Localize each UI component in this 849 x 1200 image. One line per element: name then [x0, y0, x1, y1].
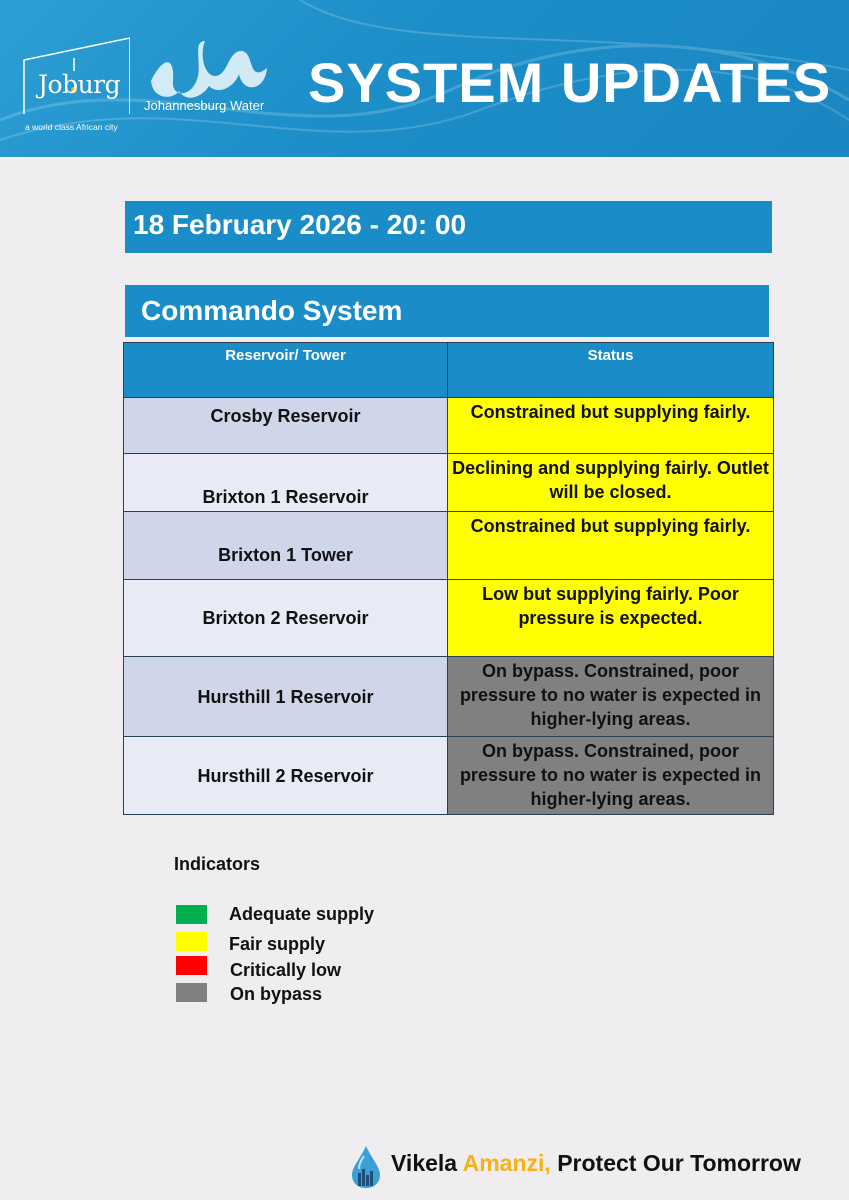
column-header-status: Status — [448, 343, 774, 398]
johannesburg-water-name: Johannesburg Water — [144, 98, 265, 113]
table-row — [124, 580, 774, 657]
reservoir-name: Crosby Reservoir — [124, 398, 448, 454]
status-cell: Constrained but supplying fairly. — [448, 398, 774, 454]
reservoir-name: Brixton 2 Reservoir — [124, 580, 448, 657]
system-name-bar: Commando System — [125, 285, 769, 337]
joburg-logo-text: Joburg — [38, 70, 121, 99]
table-header-row — [124, 343, 774, 398]
indicators-title: Indicators — [174, 854, 261, 874]
fair-supply-label: Fair supply — [229, 934, 326, 954]
status-cell: On bypass. Constrained, poor pressure to no water is expected in higher-lying areas. — [448, 657, 774, 737]
reservoir-name: Hursthill 2 Reservoir — [124, 737, 448, 815]
status-cell: Low but supplying fairly. Poor pressure is expected. — [448, 580, 774, 657]
johannesburg-water-logo-icon — [143, 36, 273, 106]
on-bypass-swatch — [176, 983, 207, 1002]
critically-low-swatch — [176, 956, 207, 975]
reservoir-name: Hursthill 1 Reservoir — [124, 657, 448, 737]
page-title: SYSTEM UPDATES — [308, 51, 832, 114]
status-cell: Declining and supplying fairly. Outlet will be closed. — [448, 454, 774, 512]
critically-low-label: Critically low — [230, 960, 342, 980]
table-row — [124, 398, 774, 454]
adequate-supply-swatch — [176, 905, 207, 924]
reservoir-name: Brixton 1 Reservoir — [124, 454, 448, 512]
header-banner — [0, 0, 849, 157]
table-row — [124, 512, 774, 580]
table-row — [124, 737, 774, 815]
water-drop-icon — [350, 1145, 382, 1189]
slogan-text — [391, 1150, 801, 1177]
slogan-part-protect: Protect Our Tomorrow — [550, 1150, 801, 1176]
tagline: a world class African city — [25, 122, 118, 132]
fair-supply-swatch — [176, 932, 207, 951]
adequate-supply-label: Adequate supply — [229, 904, 375, 924]
column-header-reservoir: Reservoir/ Tower — [124, 343, 448, 398]
reservoir-name: Brixton 1 Tower — [124, 512, 448, 580]
status-cell: On bypass. Constrained, poor pressure to no water is expected in higher-lying areas. — [448, 737, 774, 815]
on-bypass-label: On bypass — [230, 984, 323, 1004]
table-row — [124, 657, 774, 737]
status-table — [123, 342, 774, 815]
slogan-part-vikela: Vikela — [391, 1150, 463, 1176]
date-time-bar: 18 February 2026 - 20: 00 — [125, 201, 772, 253]
table-row — [124, 454, 774, 512]
slogan-part-amanzi: Amanzi, — [462, 1150, 551, 1176]
status-cell: Constrained but supplying fairly. — [448, 512, 774, 580]
